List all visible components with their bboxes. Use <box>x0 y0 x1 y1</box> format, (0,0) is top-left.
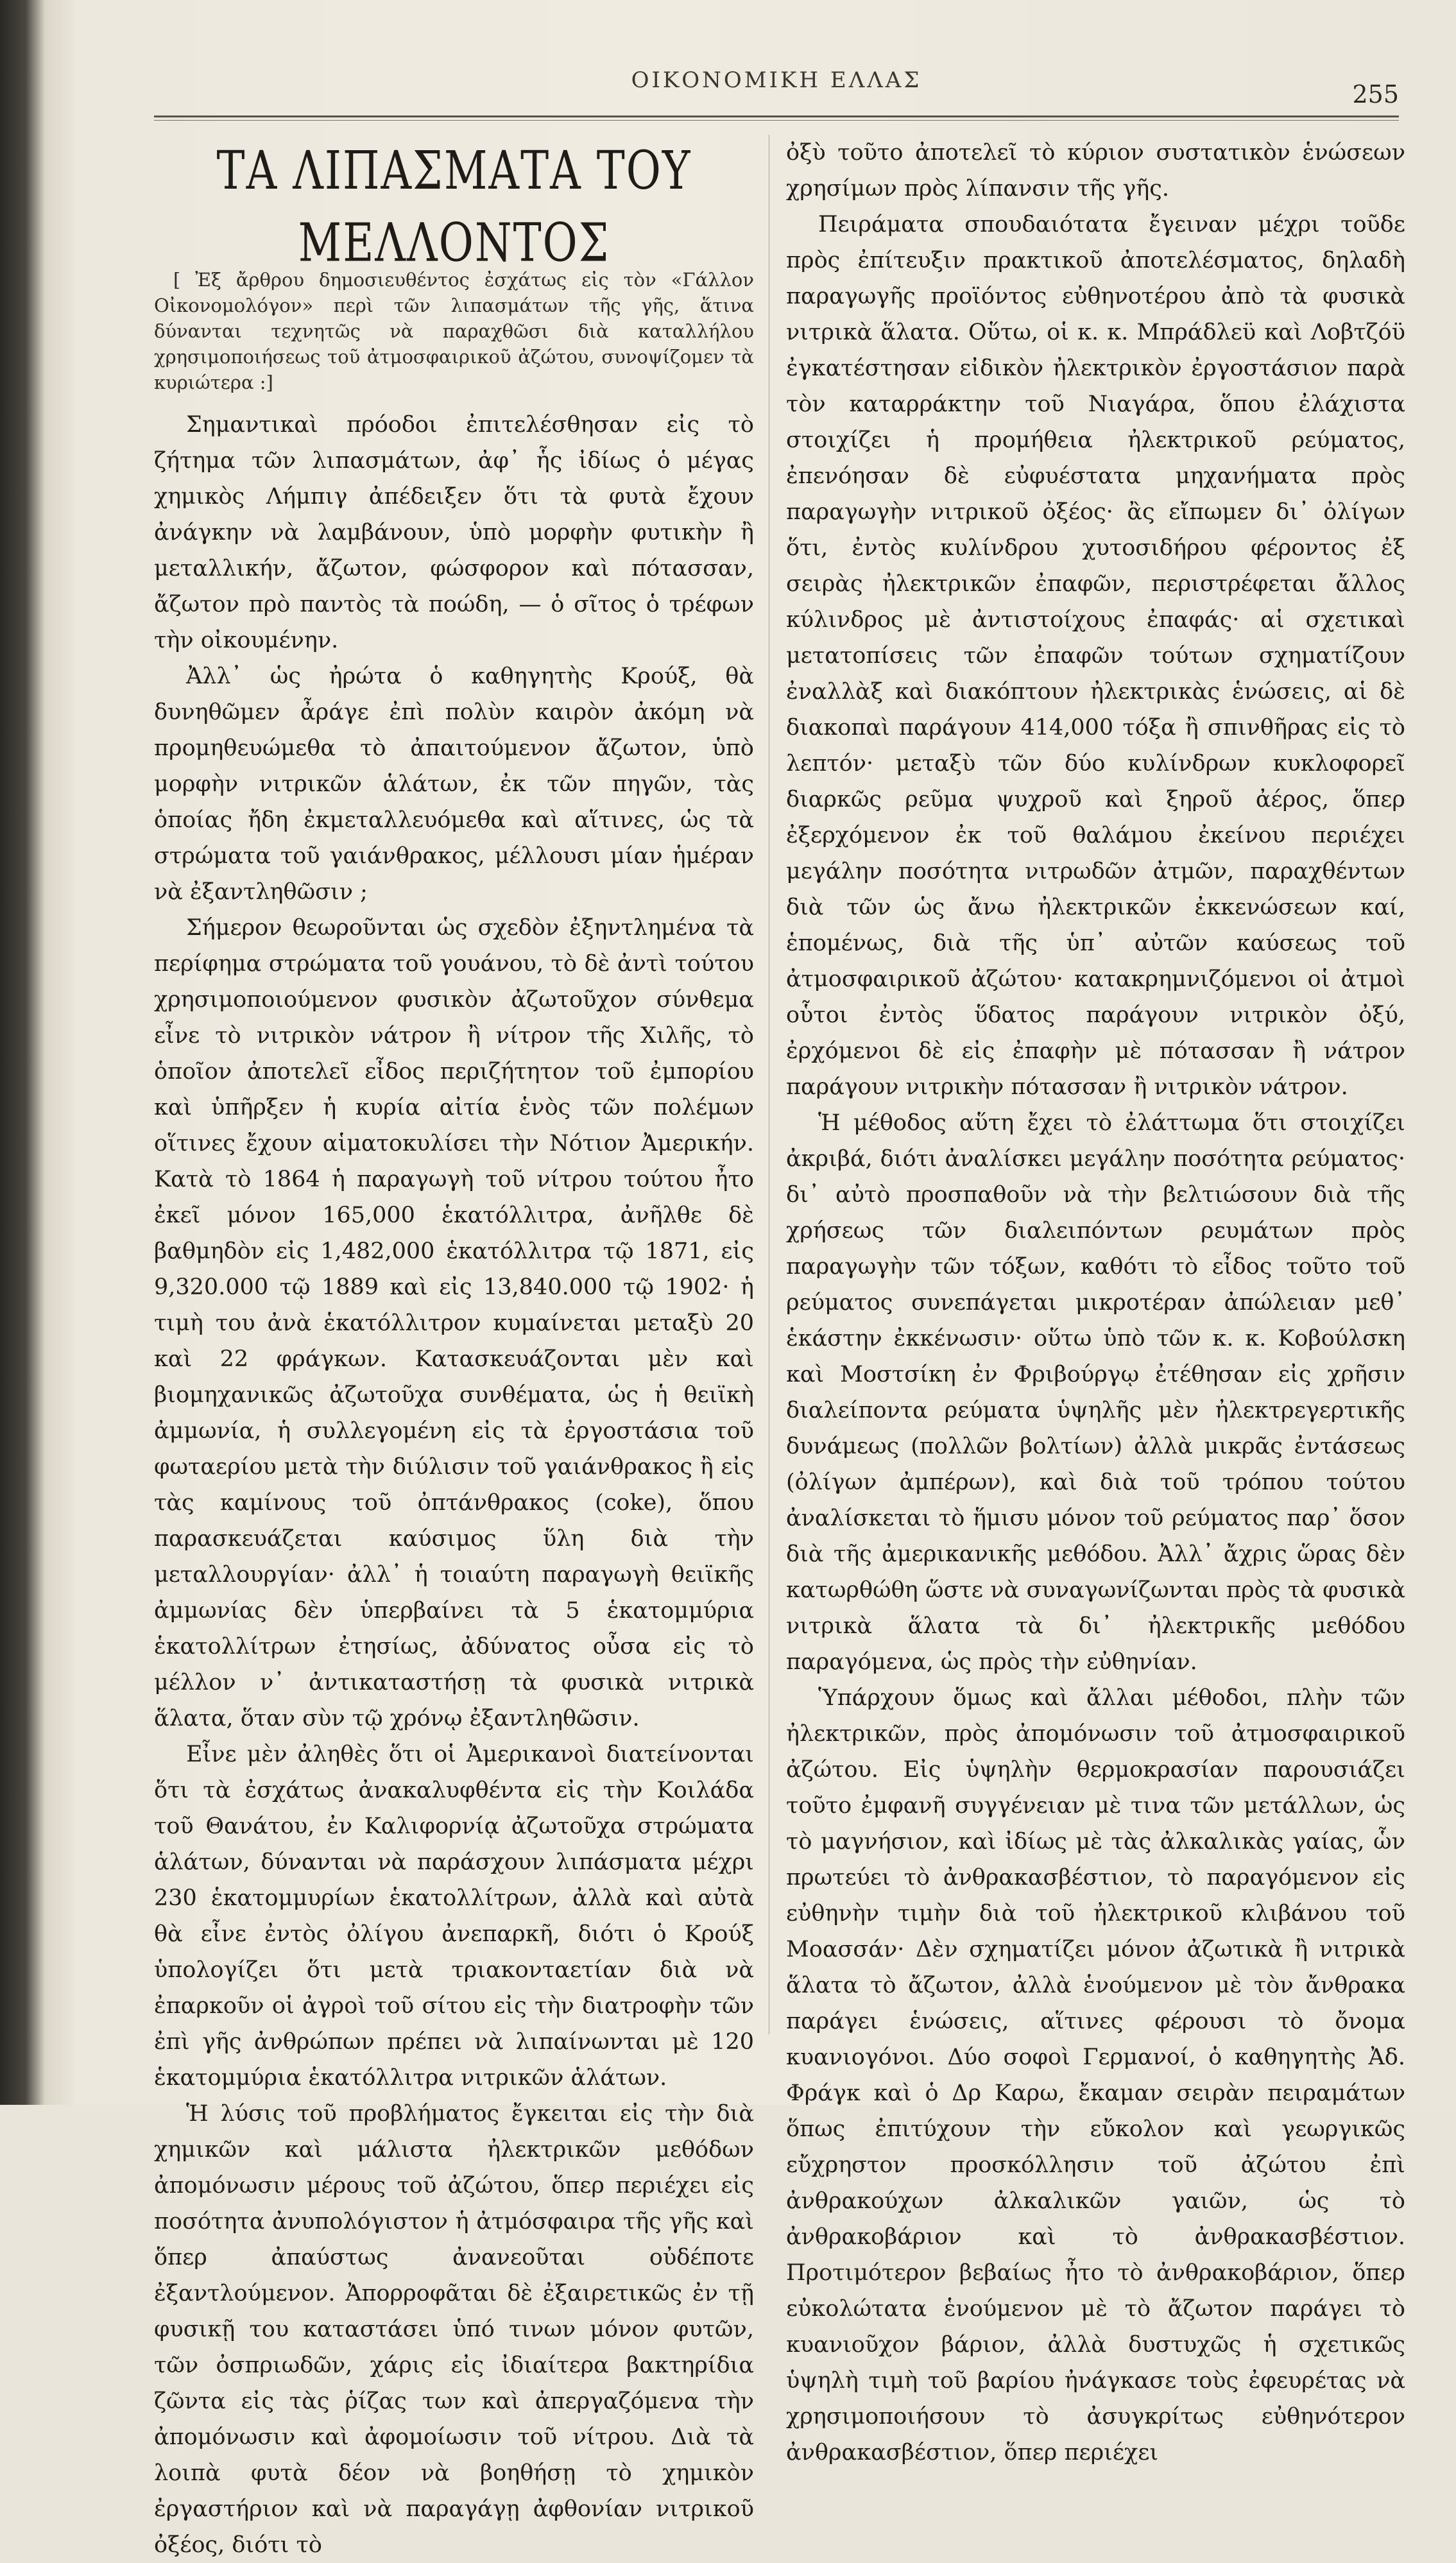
article-editorial-note: [ Ἐξ ἄρθρου δημοσιευθέντος ἐσχάτως εἰς τὸν «Γάλλον Οἰκονομολόγον» περὶ τῶν λιπασμάτων τῆς γῆς, ἅτινα δύνανται τεχνητῶς νὰ παραχθῶσι διὰ καταλλήλου χρησιμοποιήσεως τοῦ ἀτμοσφαιρικοῦ ἀζώτου, συνοψίζομεν τὰ κυριώτερα :] <box>154 269 754 393</box>
paragraph: Ἀλλ᾿ ὡς ἠρώτα ὁ καθηγητὴς Κρούξ, θὰ δυνηθῶμεν ἆράγε ἐπὶ πολὺν καιρὸν ἀκόμη νὰ προμηθευώμεθα τὸ ἀπαιτούμενον ἄζωτον, ὑπὸ μορφὴν νιτρικῶν ἁλάτων, ἐκ τῶν πηγῶν, τὰς ὁποίας ἤδη ἐκμεταλλευόμεθα καὶ αἵτινες, ὡς τὰ στρώματα τοῦ γαιάνθρακος, μέλλουσι μίαν ἡμέραν νὰ ἐξαντληθῶσιν ; <box>154 664 754 905</box>
paragraph: Ὑπάρχουν ὅμως καὶ ἄλλαι μέθοδοι, πλὴν τῶν ἠλεκτρικῶν, πρὸς ἀπομόνωσιν τοῦ ἀτμοσφαιρικοῦ ἀζώτου. Εἰς ὑψηλὴν θερμοκρασίαν παρουσιάζει τοῦτο ἐμφανῆ συγγένειαν μὲ τινα τῶν μετάλλων, ὡς τὸ μαγνήσιον, καὶ ἰδίως μὲ τὰς ἀλκαλικὰς γαίας, ὧν πρωτεύει τὸ ἀνθρακασβέστιον, τὸ παραγόμενον εἰς εὐθηνὴν τιμὴν διὰ τοῦ ἠλεκτρικοῦ κλιβάνου τοῦ Μοασσάν· Δὲν σχηματίζει μόνον ἀζωτικὰ ἢ νιτρικὰ ἅλατα τὸ ἄζωτον, ἀλλὰ ἑνούμενον μὲ τὸν ἄνθρακα παράγει ἑνώσεις, αἵτινες φέρουσι τὸ ὄνομα κυανιογόνοι. Δύο σοφοὶ Γερμανοί, ὁ καθηγητὴς Ἀδ. Φράγκ καὶ ὁ Δρ Καρω, ἔκαμαν σειρὰν πειραμάτων ὅπως ἐπιτύχουν τὴν εὔκολον καὶ γεωργικῶς εὔχρηστον προσκόλλησιν τοῦ ἀζώτου ἐπὶ ἀνθρακούχων ἀλκαλικῶν γαιῶν, ὡς τὸ ἀνθρακοβάριον καὶ τὸ ἀνθρακασβέστιον. Προτιμότερον βεβαίως ἦτο τὸ ἀνθρακοβάριον, ὅπερ εὐκολώτατα ἑνούμενον μὲ τὸ ἄζωτον παράγει τὸ κυανιοῦχον βάριον, ἀλλὰ δυστυχῶς ἡ σχετικῶς ὑψηλὴ τιμὴ τοῦ βαρίου ἠνάγκασε τοὺς ἐφευρέτας νὰ χρησιμοποιήσουν τὸ ἀσυγκρίτως εὐθηνότερον ἀνθρακασβέστιον, ὅπερ περιέχει <box>786 1685 1405 2465</box>
header-rule-thin <box>154 120 1399 121</box>
paragraph: Ἡ λύσις τοῦ προβλήματος ἔγκειται εἰς τὴν διὰ χημικῶν καὶ μάλιστα ἠλεκτρικῶν μεθόδων ἀπομόνωσιν μέρους τοῦ ἀζώτου, ὅπερ περιέχει εἰς ποσότητα ἀνυπολόγιστον ἡ ἀτμόσφαιρα τῆς γῆς καὶ ὅπερ ἀπαύστως ἀνανεοῦται οὐδέποτε ἐξαντλούμενον. Ἀπορροφᾶται δὲ ἐξαιρετικῶς ἐν τῇ φυσικῇ του καταστάσει ὑπό τινων μόνον φυτῶν, τῶν ὀσπριωδῶν, χάρις εἰς ἰδιαίτερα βακτηρίδια ζῶντα εἰς τὰς ῥίζας των καὶ ἀπεργαζόμενα τὴν ἀπομόνωσιν καὶ ἀφομοίωσιν τοῦ νίτρου. Διὰ τὰ λοιπὰ φυτὰ δέον νὰ βοηθήσῃ τὸ χημικὸν ἐργαστήριον καὶ νὰ παραγάγῃ ἀφθονίαν νιτρικοῦ ὀξέος, διότι τὸ <box>154 2101 754 2558</box>
article-title: ΤΑ ΛΙΠΑΣΜΑΤΑ ΤΟΥ ΜΕΛΛΟΝΤΟΣ <box>216 139 692 274</box>
paragraph: Ἡ μέθοδος αὕτη ἔχει τὸ ἐλάττωμα ὅτι στοιχίζει ἀκριβά, διότι ἀναλίσκει μεγάλην ποσότητα ρεύματος· δι᾿ αὐτὸ προσπαθοῦν νὰ τὴν βελτιώσουν διὰ τῆς χρήσεως τῶν διαλειπόντων ρευμάτων πρὸς παραγωγὴν τῶν τόξων, καθότι τὸ εἶδος τοῦτο τοῦ ρεύματος συνεπάγεται μικροτέραν ἀπώλειαν μεθ᾿ ἑκάστην ἐκκένωσιν· οὕτω ὑπὸ τῶν κ. κ. Κοβούλσκη καὶ Μοστσίκη ἐν Φριβούργῳ ἐτέθησαν εἰς χρῆσιν διαλείποντα ρεύματα ὑψηλῆς μὲν ἠλεκτρεγερτικῆς δυνάμεως (πολλῶν βολτίων) ἀλλὰ μικρᾶς ἐντάσεως (ὀλίγων ἀμπέρων), καὶ διὰ τοῦ τρόπου τούτου ἀναλίσκεται τὸ ἥμισυ μόνον τοῦ ρεύματος παρ᾿ ὅσον διὰ τῆς ἀμερικανικῆς μεθόδου. Ἀλλ᾿ ἄχρις ὥρας δὲν κατωρθώθη ὥστε νὰ συναγωνίζωνται πρὸς τὰ φυσικὰ νιτρικὰ ἅλατα τὰ δι᾿ ἠλεκτρικῆς μεθόδου παραγόμενα, ὡς πρὸς τὴν εὐθηνίαν. <box>786 1110 1405 1675</box>
left-column <box>154 135 754 2563</box>
paragraph: Εἶνε μὲν ἀληθὲς ὅτι οἱ Ἀμερικανοὶ διατείνονται ὅτι τὰ ἐσχάτως ἀνακαλυφθέντα εἰς τὴν Κοιλάδα τοῦ Θανάτου, ἐν Καλιφορνίᾳ ἀζωτοῦχα στρώματα ἁλάτων, δύνανται νὰ παράσχουν λιπάσματα μέχρι 230 ἑκατομμυρίων ἑκατολλίτρων, ἀλλὰ καὶ αὐτὰ θὰ εἶνε ἐντὸς ὀλίγου ἀνεπαρκῆ, διότι ὁ Κρούξ ὑπολογίζει ὅτι μετὰ τριακονταετίαν διὰ νὰ ἐπαρκοῦν οἱ ἀγροὶ τοῦ σίτου εἰς τὴν διατροφὴν τῶν ἐπὶ γῆς ἀνθρώπων πρέπει νὰ λιπαίνωνται μὲ 120 ἑκατομμύρια ἑκατόλλιτρα νιτρικῶν ἁλάτων. <box>154 1742 754 2091</box>
paragraph: Πειράματα σπουδαιότατα ἔγειναν μέχρι τοῦδε πρὸς ἐπίτευξιν πρακτικοῦ ἀποτελέσματος, δηλαδὴ παραγωγῆς προϊόντος εὐθηνοτέρου ἀπὸ τὰ φυσικὰ νιτρικὰ ἅλατα. Οὕτω, οἱ κ. κ. Μπράδλεϋ καὶ Λοβτζόϋ ἐγκατέστησαν εἰδικὸν ἠλεκτρικὸν ἐργοστάσιον παρὰ τὸν καταρράκτην τοῦ Νιαγάρα, ὅπου ἐλάχιστα στοιχίζει ἡ προμήθεια ἠλεκτρικοῦ ρεύματος, ἐπενόησαν δὲ εὐφυέστατα μηχανήματα πρὸς παραγωγὴν νιτρικοῦ ὀξέος· ἂς εἴπωμεν δι᾿ ὀλίγων ὅτι, ἐντὸς κυλίνδρου χυτοσιδήρου φέροντος ἐξ σειρὰς ἠλεκτρικῶν ἐπαφῶν, περιστρέφεται ἄλλος κύλινδρος μὲ ἀντιστοίχους ἐπαφάς· αἱ σχετικαὶ μετατοπίσεις τῶν ἐπαφῶν τούτων σχηματίζουν ἐναλλὰξ καὶ διακόπτουν ἠλεκτρικὰς ἑνώσεις, αἱ δὲ διακοπαὶ παράγουν 414,000 τόξα ἢ σπινθῆρας εἰς τὸ λεπτόν· μεταξὺ τῶν δύο κυλίνδρων κυκλοφορεῖ διαρκῶς ρεῦμα ψυχροῦ καὶ ξηροῦ ἀέρος, ὅπερ ἐξερχόμενον ἐκ τοῦ θαλάμου ἐκείνου περιέχει μεγάλην ποσότητα νιτρωδῶν ἀτμῶν, παραχθέντων διὰ τῶν ὡς ἄνω ἠλεκτρικῶν ἐκκενώσεων καί, ἑπομένως, διὰ τῆς ὑπ᾿ αὐτῶν καύσεως τοῦ ἀτμοσφαιρικοῦ ἀζώτου· κατακρημνιζόμενοι οἱ ἀτμοὶ οὗτοι ἐντὸς ὕδατος παράγουν νιτρικὸν ὀξύ, ἐρχόμενοι δὲ εἰς ἐπαφὴν μὲ πότασσαν ἢ νάτρον παράγουν νιτρικὴν πότασσαν ἢ νιτρικὸν νάτρον. <box>786 212 1405 1100</box>
paragraph: Σήμερον θεωροῦνται ὡς σχεδὸν ἐξηντλημένα τὰ περίφημα στρώματα τοῦ γουάνου, τὸ δὲ ἀντὶ τούτου χρησιμοποιούμενον φυσικὸν ἀζωτοῦχον σύνθεμα εἶνε τὸ νιτρικὸν νάτρον ἢ νίτρον τῆς Χιλῆς, τὸ ὁποῖον ἀποτελεῖ εἶδος περιζήτητον τοῦ ἐμπορίου καὶ ὑπῆρξεν ἡ κυρία αἰτία ἑνὸς τῶν πολέμων οἵτινες ἔχουν αἱματοκυλίσει τὴν Νότιον Ἀμερικήν. Κατὰ τὸ 1864 ἡ παραγωγὴ τοῦ νίτρου τούτου ἦτο ἐκεῖ μόνον 165,000 ἑκατόλλιτρα, ἀνῆλθε δὲ βαθμηδὸν εἰς 1,482,000 ἑκατόλλιτρα τῷ 1871, εἰς 9,320.000 τῷ 1889 καὶ εἰς 13,840.000 τῷ 1902· ἡ τιμὴ του ἀνὰ ἑκατόλλιτρον κυμαίνεται μεταξὺ 20 καὶ 22 φράγκων. Κατασκευάζονται μὲν καὶ βιομηχανικῶς ἀζωτοῦχα συνθέματα, ὡς ἡ θειϊκὴ ἀμμωνία, ἡ συλλεγομένη εἰς τὰ ἐργοστάσια τοῦ φωταερίου μετὰ τὴν διύλισιν τοῦ γαιάνθρακος ἢ εἰς τὰς καμίνους τοῦ ὀπτάνθρακος (coke), ὅπου παρασκευάζεται καύσιμος ὕλη διὰ τὴν μεταλλουργίαν· ἀλλ᾿ ἡ τοιαύτη παραγωγὴ θειϊκῆς ἀμμωνίας δὲν ὑπερβαίνει τὰ 5 ἑκατομμύρια ἑκατολλίτρων ἐτησίως, ἀδύνατος οὖσα εἰς τὸ μέλλον ν᾿ ἀντικαταστήσῃ τὰ φυσικὰ νιτρικὰ ἅλατα, ὅταν σὺν τῷ χρόνῳ ἐξαντληθῶσιν. <box>154 915 754 1731</box>
page-number: 255 <box>1352 80 1399 108</box>
page-header <box>154 61 1399 125</box>
right-column <box>786 135 1405 2471</box>
running-title: ΟΙΚΟΝΟΜΙΚΗ ΕΛΛΑΣ <box>631 67 922 93</box>
header-rule <box>154 116 1399 117</box>
paragraph-continued: ὀξὺ τοῦτο ἀποτελεῖ τὸ κύριον συστατικὸν ἑνώσεων χρησίμων πρὸς λίπανσιν τῆς γῆς. <box>786 140 1405 201</box>
paragraph: Σημαντικαὶ πρόοδοι ἐπιτελέσθησαν εἰς τὸ ζήτημα τῶν λιπασμάτων, ἀφ᾿ ἧς ἰδίως ὁ μέγας χημικὸς Λήμπιγ ἀπέδειξεν ὅτι τὰ φυτὰ ἔχουν ἀνάγκην νὰ λαμβάνουν, ὑπὸ μορφὴν φυτικὴν ἢ μεταλλικήν, ἄζωτον, φώσφορον καὶ πότασσαν, ἄζωτον πρὸ παντὸς τὰ ποώδη, — ὁ σῖτος ὁ τρέφων τὴν οἰκουμένην. <box>154 412 754 653</box>
